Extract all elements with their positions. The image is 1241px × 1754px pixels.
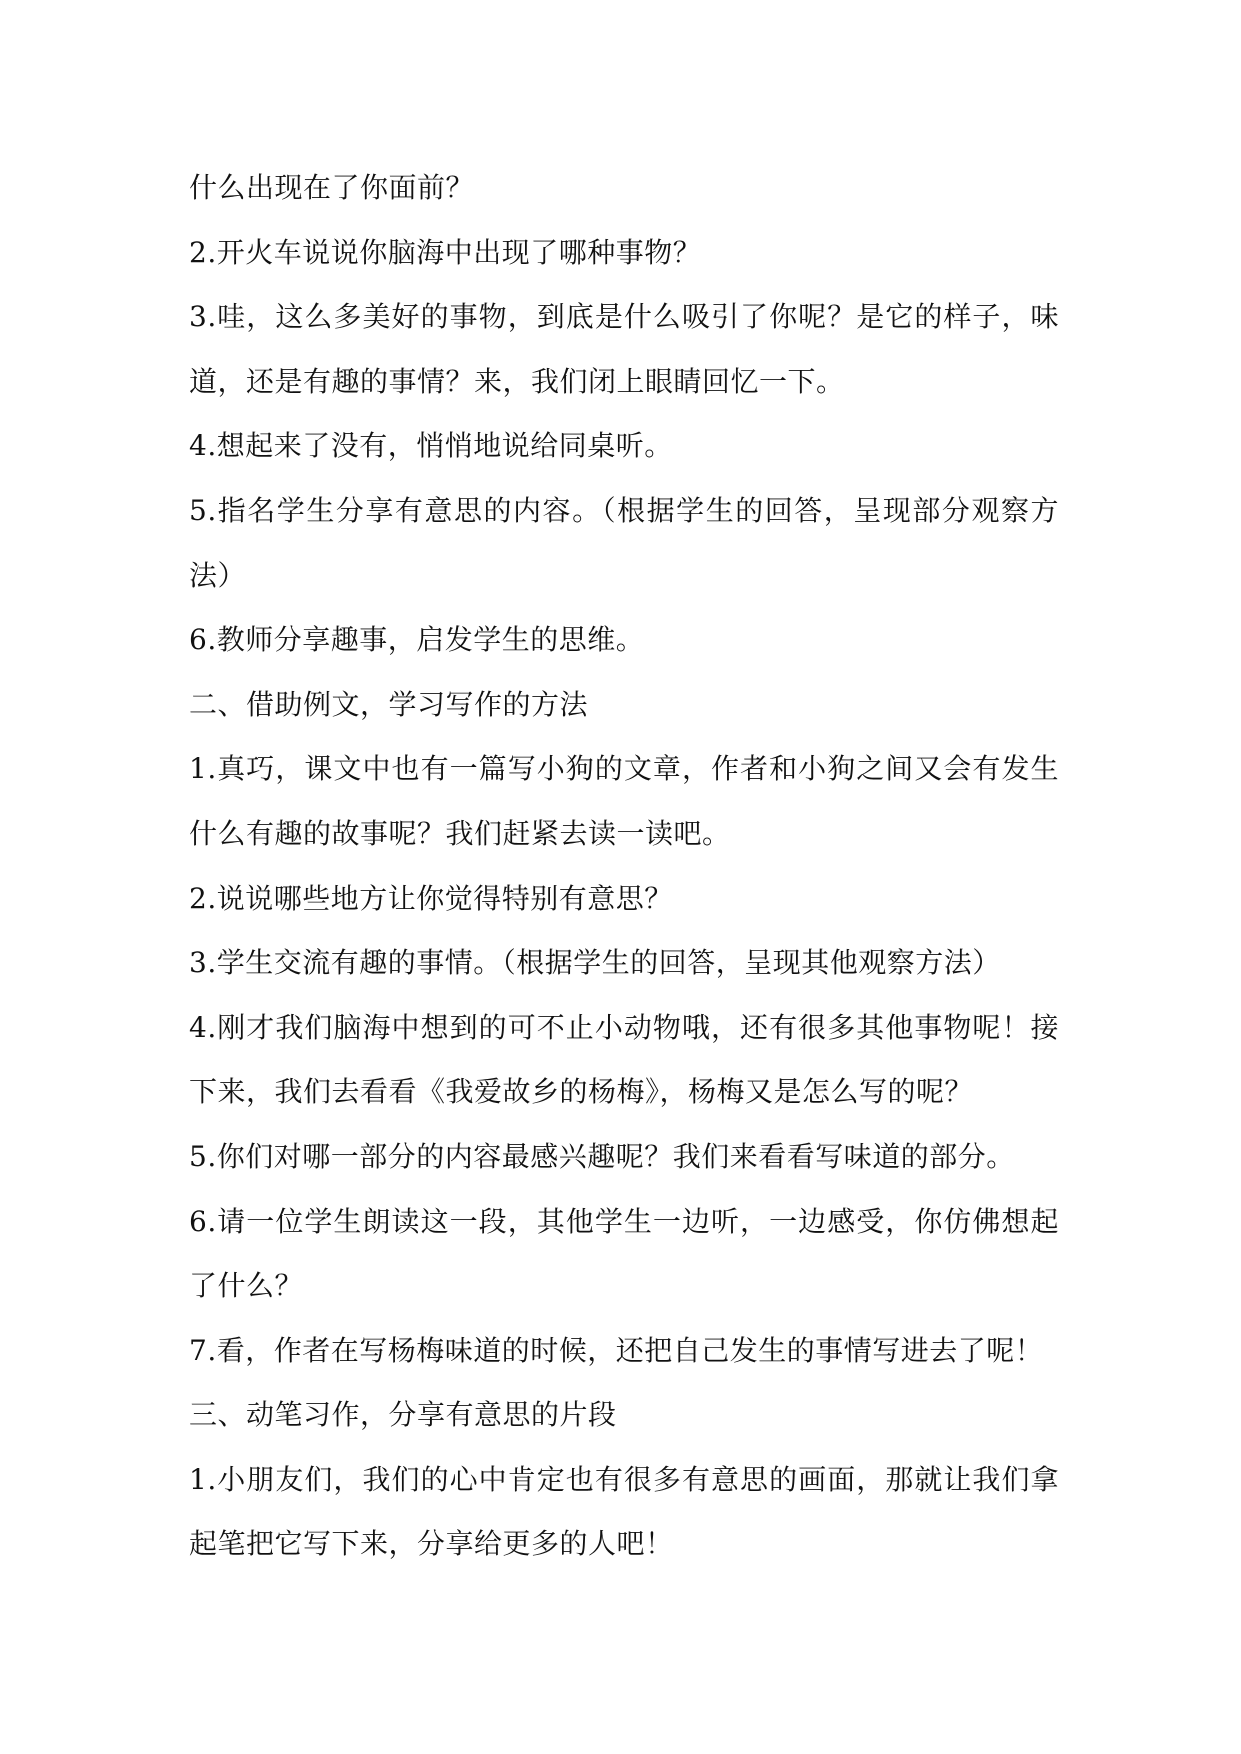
text-line: 3.学生交流有趣的事情。（根据学生的回答，呈现其他观察方法） xyxy=(189,946,1001,980)
text-line: 4.想起来了没有，悄悄地说给同桌听。 xyxy=(189,429,673,463)
text-line: 什么有趣的故事呢？我们赶紧去读一读吧。 xyxy=(189,816,731,850)
text-line: 起笔把它写下来，分享给更多的人吧！ xyxy=(189,1527,674,1561)
text-line: 1.真巧，课文中也有一篇写小狗的文章，作者和小狗之间又会有发生 xyxy=(189,752,1059,786)
text-line: 6.教师分享趣事，启发学生的思维。 xyxy=(189,623,645,657)
text-line: 了什么？ xyxy=(189,1269,304,1303)
text-line: 7.看，作者在写杨梅味道的时候，还把自己发生的事情写进去了呢！ xyxy=(189,1333,1044,1367)
text-line: 法） xyxy=(189,558,247,592)
document-body xyxy=(189,156,1059,1577)
text-line: 3.哇，这么多美好的事物，到底是什么吸引了你呢？是它的样子，味 xyxy=(189,300,1059,334)
text-line: 下来，我们去看看《我爱故乡的杨梅》，杨梅又是怎么写的呢？ xyxy=(189,1075,974,1109)
text-line: 5.你们对哪一部分的内容最感兴趣呢？我们来看看写味道的部分。 xyxy=(189,1139,1015,1173)
text-line: 2.开火车说说你脑海中出现了哪种事物？ xyxy=(189,235,702,269)
text-line: 道，还是有趣的事情？来，我们闭上眼睛回忆一下。 xyxy=(189,364,845,398)
text-line: 什么出现在了你面前？ xyxy=(189,171,475,204)
text-line: 6.请一位学生朗读这一段，其他学生一边听，一边感受，你仿佛想起 xyxy=(189,1204,1059,1238)
text-line: 1.小朋友们，我们的心中肯定也有很多有意思的画面，那就让我们拿 xyxy=(189,1462,1059,1496)
section-heading: 二、借助例文，学习写作的方法 xyxy=(189,687,589,721)
section-heading: 三、动笔习作，分享有意思的片段 xyxy=(189,1398,617,1432)
text-line: 4.刚才我们脑海中想到的可不止小动物哦，还有很多其他事物呢！接 xyxy=(189,1010,1059,1044)
text-line: 2.说说哪些地方让你觉得特别有意思？ xyxy=(189,881,673,915)
text-line: 5.指名学生分享有意思的内容。（根据学生的回答，呈现部分观察方 xyxy=(189,493,1059,527)
